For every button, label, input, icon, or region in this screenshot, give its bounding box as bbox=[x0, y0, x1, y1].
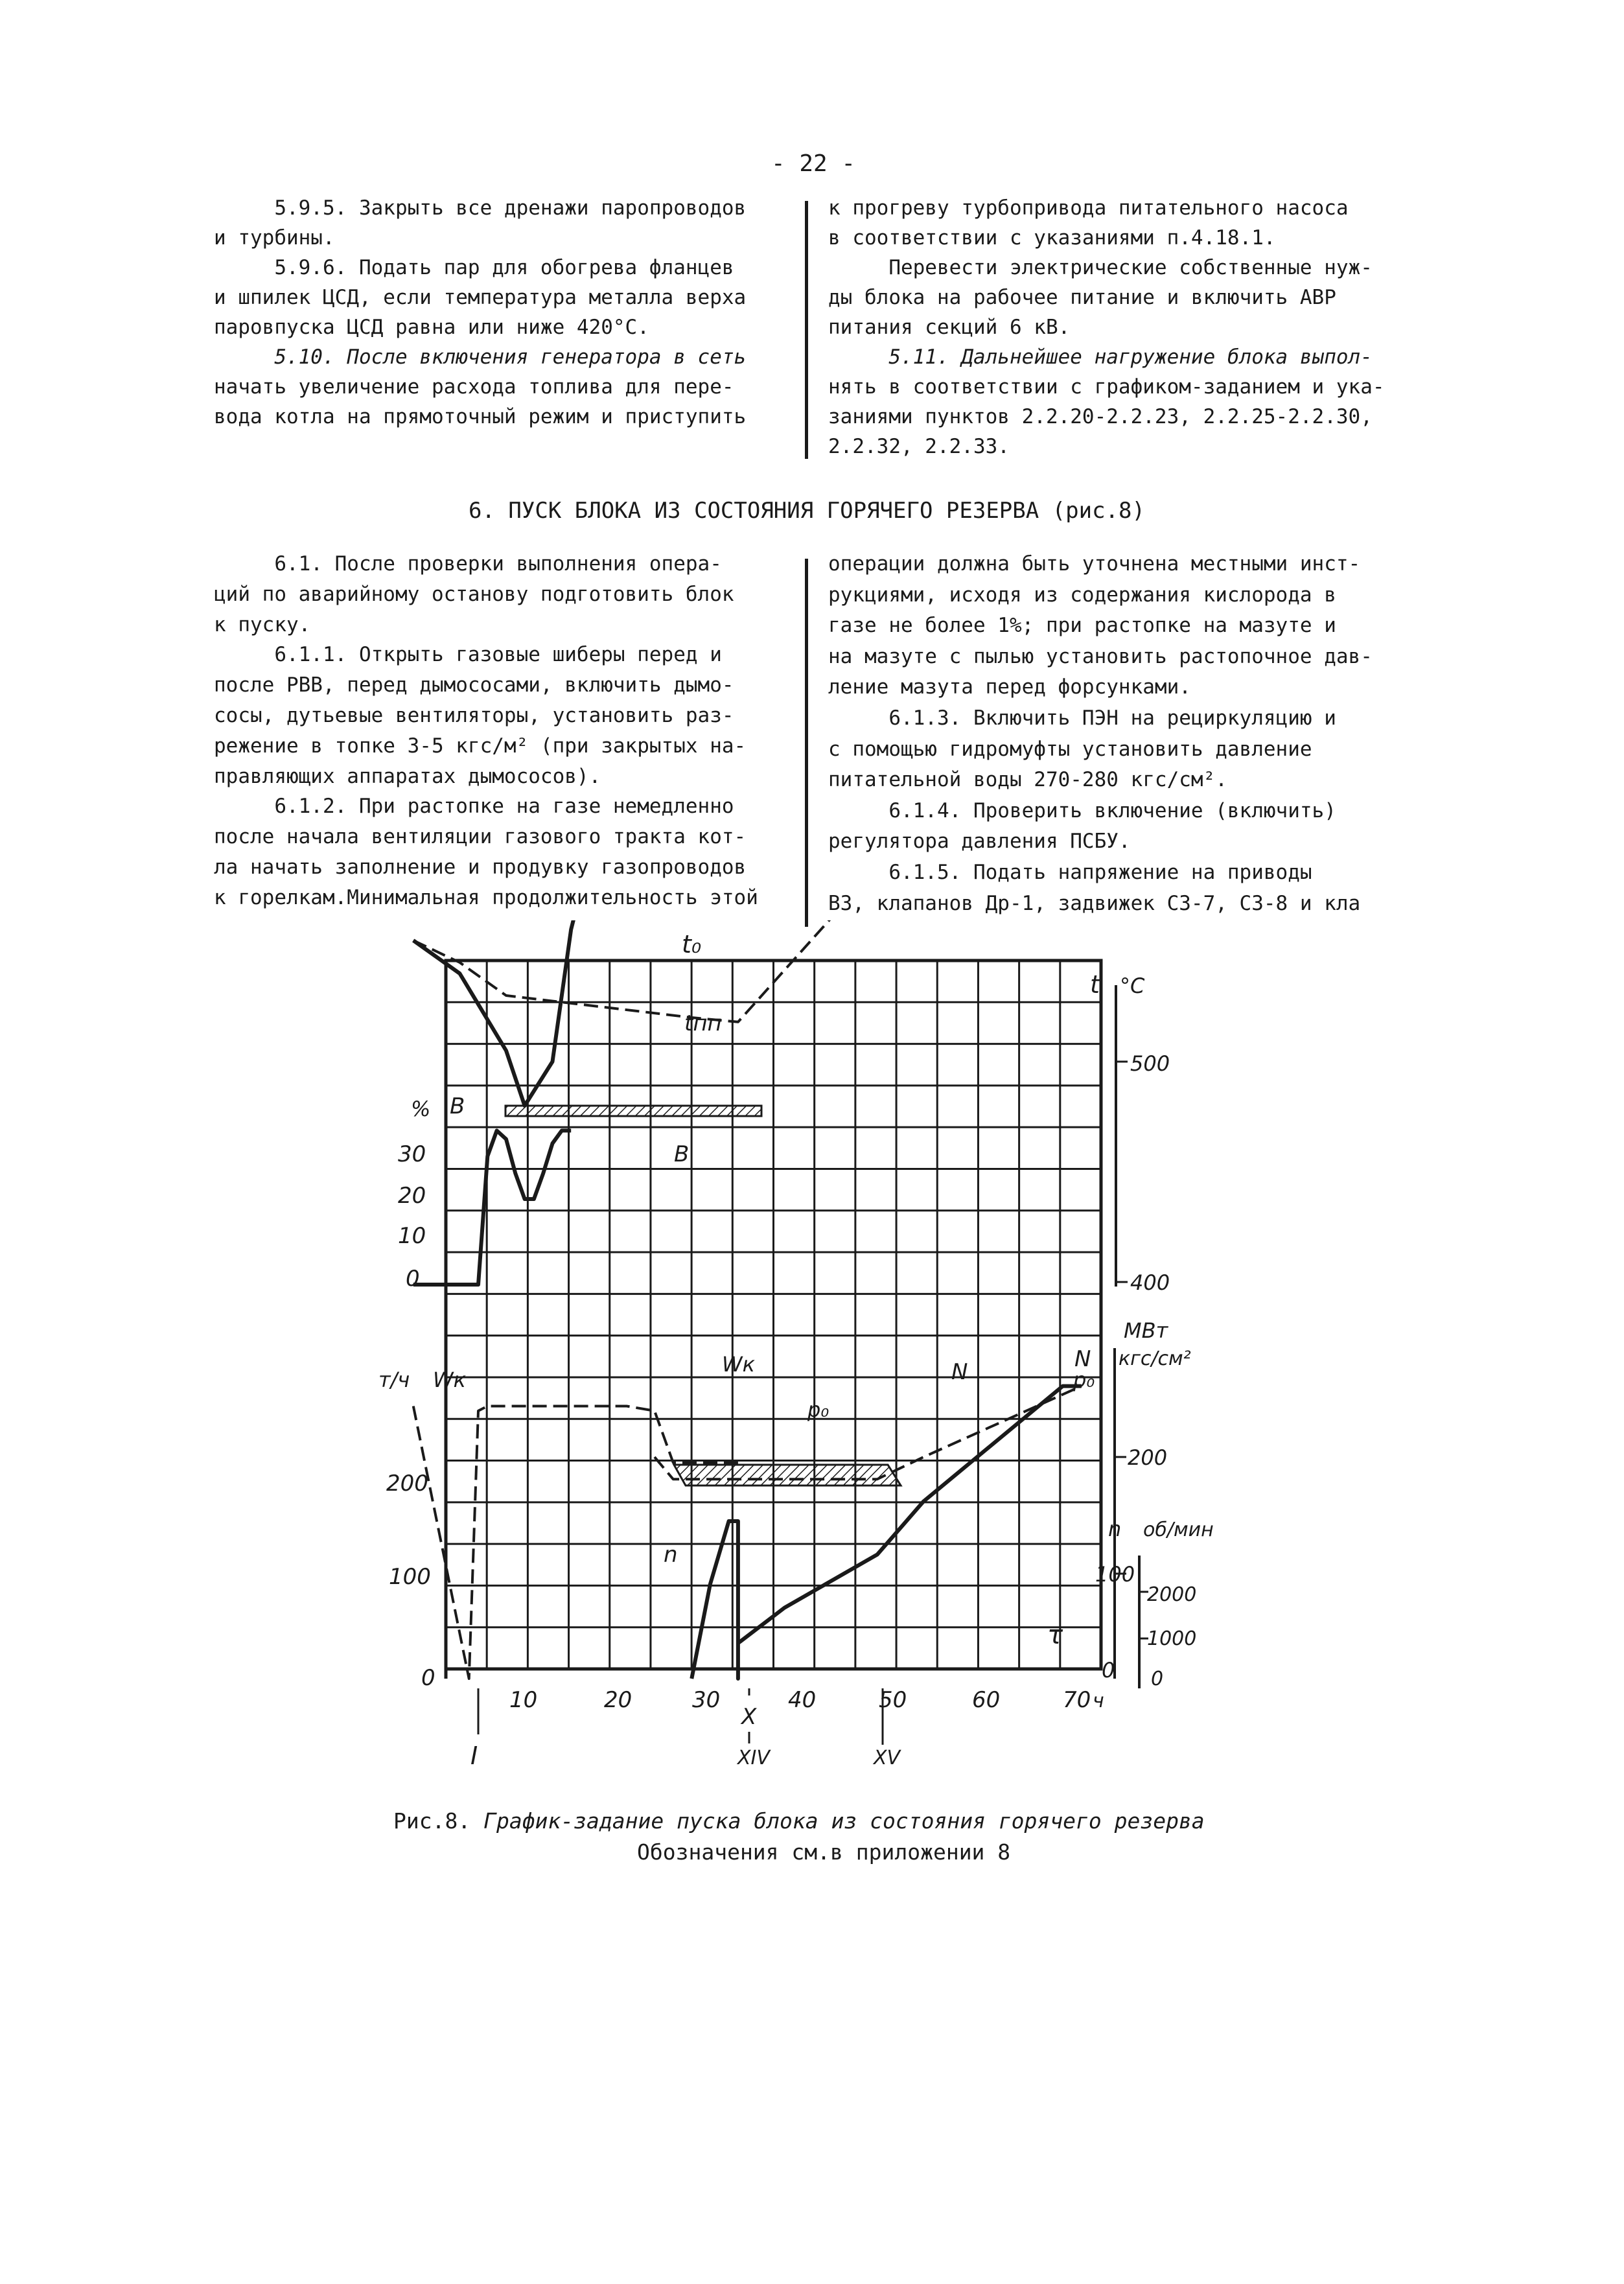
tick-r-0: 0 bbox=[1102, 1658, 1115, 1683]
text-line: ла начать заполнение и продувку газопроводов bbox=[214, 856, 747, 879]
event-label-xiv: XIV bbox=[737, 1747, 770, 1769]
text-line: начать увеличение расхода топлива для пере- bbox=[214, 375, 734, 399]
text-line: газе не более 1%; при растопке на мазуте и bbox=[828, 614, 1336, 638]
tick-pct-30: 30 bbox=[398, 1141, 426, 1167]
label-deg-c: °C bbox=[1120, 973, 1145, 998]
tick-x-50: 50 bbox=[879, 1687, 907, 1713]
label-n-lower: n bbox=[664, 1542, 678, 1568]
column-divider bbox=[805, 559, 808, 927]
text-line: ды блока на рабочее питание и включить АВР bbox=[828, 286, 1336, 309]
tick-rpm-2000: 2000 bbox=[1147, 1583, 1197, 1606]
text-line: вода котла на прямоточный режим и приступить bbox=[214, 405, 747, 428]
tick-pct-20: 20 bbox=[398, 1183, 426, 1209]
tick-origin-0: 0 bbox=[421, 1665, 435, 1691]
text-line: регулятора давления ПСБУ. bbox=[828, 830, 1131, 854]
tick-x-20: 20 bbox=[604, 1687, 632, 1713]
text-line: ление мазута перед форсунками. bbox=[828, 675, 1191, 699]
label-rpm: об/мин bbox=[1143, 1519, 1214, 1541]
text-line: 6.1.4. Проверить включение (включить) bbox=[828, 798, 1336, 822]
section-heading: 6. ПУСК БЛОКА ИЗ СОСТОЯНИЯ ГОРЯЧЕГО РЕЗЕРВА (рис.8) bbox=[469, 498, 1145, 524]
text-column-4 bbox=[828, 552, 1398, 928]
label-tpp: tпп bbox=[684, 1010, 722, 1036]
text-line: 6.1. После проверки выполнения опера- bbox=[214, 552, 722, 576]
page-number: - 22 - bbox=[771, 150, 856, 177]
label-kgs: кгс/см² bbox=[1119, 1347, 1191, 1370]
text-line: сосы, дутьевые вентиляторы, установить раз- bbox=[214, 704, 734, 727]
text-line: на мазуте с пылью установить растопочное дав- bbox=[828, 644, 1373, 668]
text-line: после РВВ, перед дымососами, включить дымо- bbox=[214, 673, 734, 697]
label-percent: % bbox=[411, 1097, 431, 1121]
tick-r-200: 200 bbox=[1128, 1445, 1168, 1470]
tick-x-10: 10 bbox=[509, 1687, 538, 1713]
label-tph: т/ч bbox=[378, 1368, 410, 1392]
label-mw: МВт bbox=[1124, 1318, 1168, 1343]
label-wk-curve: Wк bbox=[722, 1352, 755, 1377]
text-line: режение в топке 3-5 кгс/м² (при закрытых на- bbox=[214, 734, 747, 758]
caption-figure-number: Рис.8. bbox=[393, 1808, 471, 1834]
caption-title: График-задание пуска блока из состояния горячего резерва bbox=[470, 1808, 1205, 1834]
text-line: 6.1.2. При растопке на газе немедленно bbox=[214, 795, 734, 819]
text-line: 5.11. Дальнейшее нагружение блока выпол- bbox=[828, 345, 1373, 369]
label-b-curve: B bbox=[674, 1141, 690, 1167]
column-divider bbox=[805, 201, 808, 459]
text-line: и шпилек ЦСД, если температура металла верха bbox=[214, 286, 747, 309]
tick-rpm-0: 0 bbox=[1151, 1668, 1164, 1690]
series-line-2 bbox=[413, 1130, 571, 1285]
label-tau: τ bbox=[1047, 1620, 1063, 1650]
text-line: к горелкам.Минимальная продолжительность этой bbox=[214, 885, 758, 909]
text-line: ВЗ, клапанов Др-1, задвижек СЗ-7, СЗ-8 и кла bbox=[828, 891, 1361, 915]
text-line: Перевести электрические собственные нуж- bbox=[828, 256, 1373, 279]
tick-tph-200: 200 bbox=[386, 1471, 428, 1497]
series-layer bbox=[413, 920, 1082, 1679]
text-line: и турбины. bbox=[214, 226, 335, 250]
tick-x-70: 70 bbox=[1063, 1687, 1091, 1713]
text-line: рукциями, исходя из содержания кислорода в bbox=[828, 583, 1336, 607]
text-line: 6.1.1. Открыть газовые шиберы перед и bbox=[214, 643, 722, 667]
label-t-axis: t bbox=[1090, 970, 1100, 999]
tick-pct-10: 10 bbox=[398, 1223, 426, 1249]
label-t0: t₀ bbox=[682, 930, 702, 959]
label-n-right-lower: n bbox=[1108, 1517, 1122, 1541]
tick-x-30: 30 bbox=[692, 1687, 721, 1713]
text-column-3 bbox=[214, 552, 784, 922]
text-column-2 bbox=[828, 196, 1398, 469]
label-p0-right: p₀ bbox=[1073, 1368, 1095, 1392]
label-b-left: B bbox=[450, 1093, 465, 1119]
b-hatched-band bbox=[505, 1106, 761, 1116]
text-line: 5.10. После включения генератора в сеть bbox=[214, 345, 747, 369]
figure-caption bbox=[393, 1808, 1205, 1834]
label-wk-left: Wк bbox=[433, 1368, 466, 1392]
series-line-3 bbox=[413, 1406, 738, 1679]
text-line: заниями пунктов 2.2.20-2.2.23, 2.2.25-2.2.30, bbox=[828, 405, 1373, 428]
chart-grid bbox=[446, 961, 1101, 1669]
figure-8-chart bbox=[363, 920, 1387, 1782]
text-line: 5.9.5. Закрыть все дренажи паропроводов bbox=[214, 196, 747, 220]
x-axis-unit: ч bbox=[1093, 1690, 1104, 1712]
tick-tph-100: 100 bbox=[389, 1564, 431, 1590]
text-line: к прогреву турбопривода питательного насоса bbox=[828, 196, 1349, 220]
text-column-1 bbox=[214, 196, 784, 443]
event-label-x: X bbox=[741, 1704, 757, 1730]
label-n-curve: N bbox=[951, 1359, 968, 1385]
text-line: 5.9.6. Подать пар для обогрева фланцев bbox=[214, 256, 734, 279]
series-line-5 bbox=[738, 1386, 1082, 1644]
text-line: 6.1.5. Подать напряжение на приводы bbox=[828, 861, 1312, 884]
text-line: питательной воды 270-280 кгс/см². bbox=[828, 768, 1227, 792]
tick-t-500: 500 bbox=[1130, 1051, 1170, 1076]
label-n-right: N bbox=[1074, 1346, 1091, 1372]
text-line: операции должна быть уточнена местными инст- bbox=[828, 552, 1361, 576]
text-line: 2.2.32, 2.2.33. bbox=[828, 435, 1010, 458]
text-line: 6.1.3. Включить ПЭН на рециркуляцию и bbox=[828, 706, 1336, 730]
text-line: питания секций 6 кВ. bbox=[828, 316, 1071, 339]
p0-hatched-band bbox=[674, 1465, 901, 1486]
text-line: ций по аварийному останову подготовить блок bbox=[214, 582, 734, 606]
tick-pct-0: 0 bbox=[406, 1266, 420, 1292]
text-line: в соответствии с указаниями п.4.18.1. bbox=[828, 226, 1276, 250]
text-line: к пуску. bbox=[214, 612, 311, 636]
tick-rpm-1000: 1000 bbox=[1147, 1627, 1197, 1650]
tick-x-40: 40 bbox=[788, 1687, 817, 1713]
event-label-xv: XV bbox=[874, 1747, 901, 1769]
label-p0-curve: p₀ bbox=[807, 1397, 829, 1422]
tick-r-100: 100 bbox=[1095, 1562, 1135, 1587]
tick-t-400: 400 bbox=[1130, 1270, 1170, 1295]
text-line: с помощью гидромуфты установить давление bbox=[828, 737, 1312, 761]
text-line: после начала вентиляции газового тракта кот- bbox=[214, 825, 747, 849]
text-line: нять в соответствии с графиком-заданием и ука- bbox=[828, 375, 1385, 399]
tick-x-60: 60 bbox=[972, 1687, 1001, 1713]
text-line: правляющих аппаратах дымососов). bbox=[214, 764, 601, 788]
event-label-i: I bbox=[470, 1742, 478, 1770]
series-line-1 bbox=[413, 920, 1082, 1022]
text-line: паровпуска ЦСД равна или ниже 420°С. bbox=[214, 316, 649, 339]
figure-caption-note: Обозначения см.в приложении 8 bbox=[637, 1839, 1011, 1865]
